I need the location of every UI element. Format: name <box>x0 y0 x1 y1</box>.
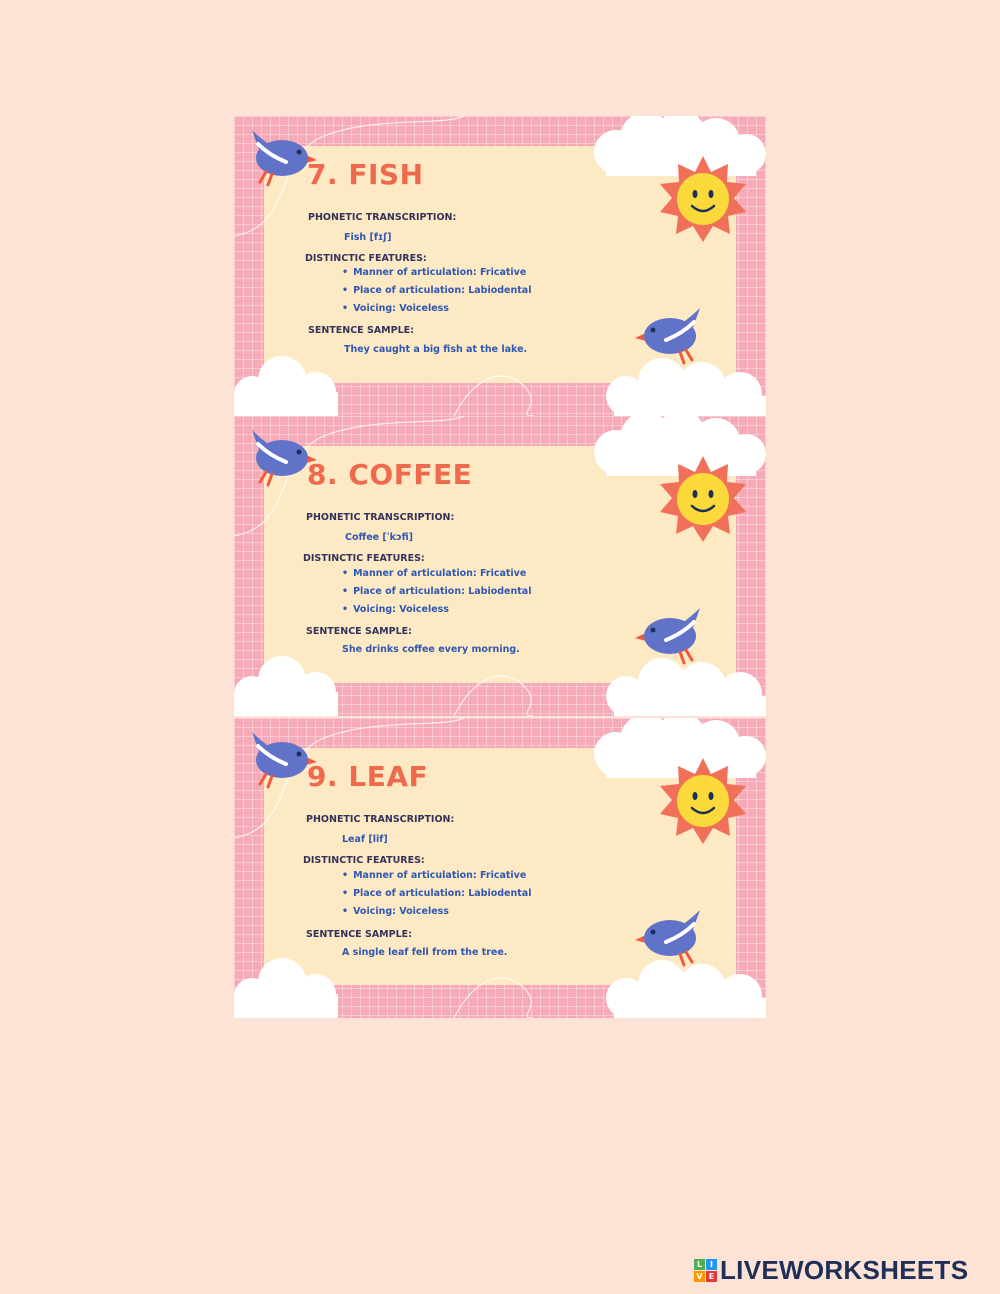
brand-mark-icon: L I V E <box>694 1259 717 1282</box>
sentence-label: SENTENCE SAMPLE: <box>306 626 412 637</box>
cloud-icon <box>234 654 344 716</box>
phonetic-label: PHONETIC TRANSCRIPTION: <box>308 212 457 223</box>
feature-item: • Voicing: Voiceless <box>342 906 449 917</box>
features-list <box>342 565 531 619</box>
phonetic-label: PHONETIC TRANSCRIPTION: <box>306 814 455 825</box>
feature-item: • Voicing: Voiceless <box>342 604 449 615</box>
brand-name: LIVEWORKSHEETS <box>720 1254 969 1285</box>
feature-item: • Voicing: Voiceless <box>342 303 449 314</box>
card-title: 7. FISH <box>307 158 424 191</box>
sentence-label: SENTENCE SAMPLE: <box>306 929 412 940</box>
cloud-icon <box>234 956 344 1018</box>
smiling-sun-icon <box>658 154 748 244</box>
features-list <box>342 867 531 921</box>
phonetic-label: PHONETIC TRANSCRIPTION: <box>306 512 455 523</box>
features-label: DISTINCTIC FEATURES: <box>303 553 425 564</box>
feature-item: • Manner of articulation: Fricative <box>342 568 527 579</box>
sentence-value: They caught a big fish at the lake. <box>344 344 528 355</box>
features-list <box>342 264 531 318</box>
card-title: 9. LEAF <box>307 760 429 793</box>
feature-item: • Manner of articulation: Fricative <box>342 267 527 278</box>
sentence-value: She drinks coffee every morning. <box>342 644 520 655</box>
smiling-sun-icon <box>658 756 748 846</box>
cloud-icon <box>604 356 766 416</box>
sentence-value: A single leaf fell from the tree. <box>342 947 508 958</box>
card-leaf <box>234 718 766 1018</box>
features-label: DISTINCTIC FEATURES: <box>305 253 427 264</box>
phonetic-value: Coffee [ˈkɔfi] <box>345 532 413 543</box>
cloud-icon <box>604 958 766 1018</box>
feature-item: • Manner of articulation: Fricative <box>342 870 527 881</box>
features-label: DISTINCTIC FEATURES: <box>303 855 425 866</box>
card-coffee <box>234 416 766 716</box>
card-fish <box>234 116 766 416</box>
cloud-icon <box>234 354 344 416</box>
cloud-icon <box>604 656 766 716</box>
phonetic-value: Fish [fɪʃ] <box>344 232 392 243</box>
phonetic-value: Leaf [lif] <box>342 834 388 845</box>
feature-item: • Place of articulation: Labiodental <box>342 888 532 899</box>
feature-item: • Place of articulation: Labiodental <box>342 586 532 597</box>
card-title: 8. COFFEE <box>307 458 473 491</box>
sentence-label: SENTENCE SAMPLE: <box>308 325 414 336</box>
feature-item: • Place of articulation: Labiodental <box>342 285 532 296</box>
smiling-sun-icon <box>658 454 748 544</box>
liveworksheets-logo[interactable] <box>694 1255 968 1285</box>
